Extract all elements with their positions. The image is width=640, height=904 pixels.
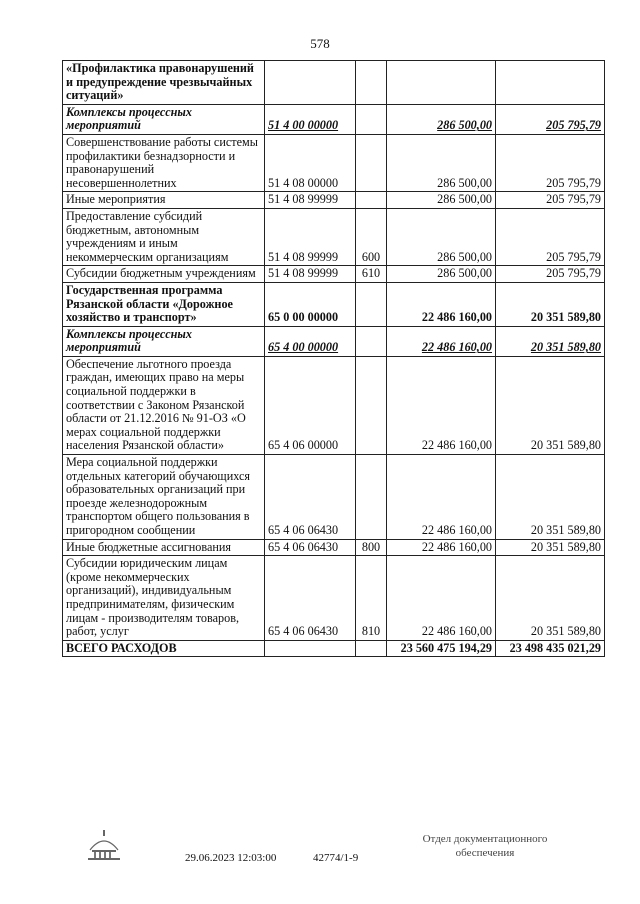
row-code-cell: 65 4 06 00000 [265,356,356,454]
row-name-cell: «Профилактика правонарушений и предупреждение чрезвычайных ситуаций» [63,61,265,105]
row-code-cell [265,640,356,657]
row-vr-cell [356,134,387,191]
table-row [63,192,605,209]
row-code-cell: 65 4 06 06430 [265,539,356,556]
table-row [63,326,605,356]
department-stamp [400,832,570,860]
table-row [63,455,605,540]
row-sum2-cell [496,61,605,105]
row-code-cell: 51 4 08 00000 [265,134,356,191]
table-row [63,61,605,105]
row-sum1-cell: 286 500,00 [387,192,496,209]
row-code-cell: 65 4 06 06430 [265,455,356,540]
table-row [63,556,605,641]
row-sum2-cell: 205 795,79 [496,104,605,134]
row-vr-cell: 810 [356,556,387,641]
row-vr-cell [356,282,387,326]
row-vr-cell [356,61,387,105]
budget-table-body [63,61,605,657]
row-name-cell: Субсидии бюджетным учреждениям [63,266,265,283]
row-sum1-cell: 22 486 160,00 [387,556,496,641]
table-row [63,208,605,265]
row-name-cell: Государственная программа Рязанской области «Дорожное хозяйство и транспорт» [63,282,265,326]
row-sum2-cell: 20 351 589,80 [496,282,605,326]
row-vr-cell: 800 [356,539,387,556]
row-code-cell: 51 4 08 99999 [265,266,356,283]
row-sum1-cell: 286 500,00 [387,208,496,265]
stamp-line-2: обеспечения [455,847,515,859]
row-name-cell: Совершенствование работы системы профилактики безнадзорности и правонарушений несовершеннолетних [63,134,265,191]
row-name-cell: Обеспечение льготного проезда граждан, имеющих право на меры социальной поддержки в соответствии с Законом Рязанской области от 21.12.2016 № 91-ОЗ «О мерах социальной поддержки населения Рязанской области» [63,356,265,454]
row-sum1-cell: 286 500,00 [387,104,496,134]
row-vr-cell [356,640,387,657]
row-name-cell: Предоставление субсидий бюджетным, автономным учреждениям и иным некоммерческим организациям [63,208,265,265]
row-name-cell: ВСЕГО РАСХОДОВ [63,640,265,657]
row-sum2-cell: 205 795,79 [496,192,605,209]
table-row [63,104,605,134]
table-row [63,356,605,454]
row-name-cell: Иные бюджетные ассигнования [63,539,265,556]
row-code-cell: 51 4 08 99999 [265,208,356,265]
footer-doc-id: 42774/1-9 [313,852,359,864]
row-vr-cell [356,455,387,540]
budget-table [62,60,605,657]
duma-building-logo-icon [84,828,124,867]
row-sum2-cell: 20 351 589,80 [496,556,605,641]
row-code-cell [265,61,356,105]
row-code-cell: 65 4 06 06430 [265,556,356,641]
row-sum2-cell: 20 351 589,80 [496,539,605,556]
row-sum2-cell: 20 351 589,80 [496,326,605,356]
row-sum1-cell: 22 486 160,00 [387,455,496,540]
row-vr-cell: 600 [356,208,387,265]
row-sum1-cell: 22 486 160,00 [387,356,496,454]
row-code-cell: 51 4 08 99999 [265,192,356,209]
row-sum1-cell: 286 500,00 [387,266,496,283]
row-name-cell: Иные мероприятия [63,192,265,209]
row-vr-cell [356,326,387,356]
row-name-cell: Комплексы процессных мероприятий [63,104,265,134]
row-sum1-cell: 22 486 160,00 [387,539,496,556]
row-vr-cell [356,104,387,134]
row-sum2-cell: 205 795,79 [496,134,605,191]
row-sum2-cell: 205 795,79 [496,266,605,283]
stamp-line-1: Отдел документационного [422,833,548,845]
row-sum2-cell: 205 795,79 [496,208,605,265]
row-vr-cell: 610 [356,266,387,283]
row-sum1-cell: 22 486 160,00 [387,326,496,356]
table-row [63,266,605,283]
page-number: 578 [310,36,330,51]
row-sum1-cell: 22 486 160,00 [387,282,496,326]
row-sum2-cell: 20 351 589,80 [496,356,605,454]
row-name-cell: Комплексы процессных мероприятий [63,326,265,356]
row-sum2-cell: 20 351 589,80 [496,455,605,540]
table-row [63,640,605,657]
row-vr-cell [356,192,387,209]
row-name-cell: Мера социальной поддержки отдельных категорий обучающихся образовательных организаций при проезде железнодорожным транспортом общего пользования в пригородном сообщении [63,455,265,540]
row-name-cell: Субсидии юридическим лицам (кроме некоммерческих организаций), индивидуальным предпринимателям, физическим лицам - производителям товаров, работ, услуг [63,556,265,641]
footer-date: 29.06.2023 12:03:00 [185,852,277,864]
row-sum1-cell: 23 560 475 194,29 [387,640,496,657]
row-code-cell: 65 0 00 00000 [265,282,356,326]
row-sum1-cell [387,61,496,105]
row-code-cell: 51 4 00 00000 [265,104,356,134]
row-sum2-cell: 23 498 435 021,29 [496,640,605,657]
row-vr-cell [356,356,387,454]
table-row [63,134,605,191]
row-code-cell: 65 4 00 00000 [265,326,356,356]
row-sum1-cell: 286 500,00 [387,134,496,191]
table-row [63,539,605,556]
table-row [63,282,605,326]
